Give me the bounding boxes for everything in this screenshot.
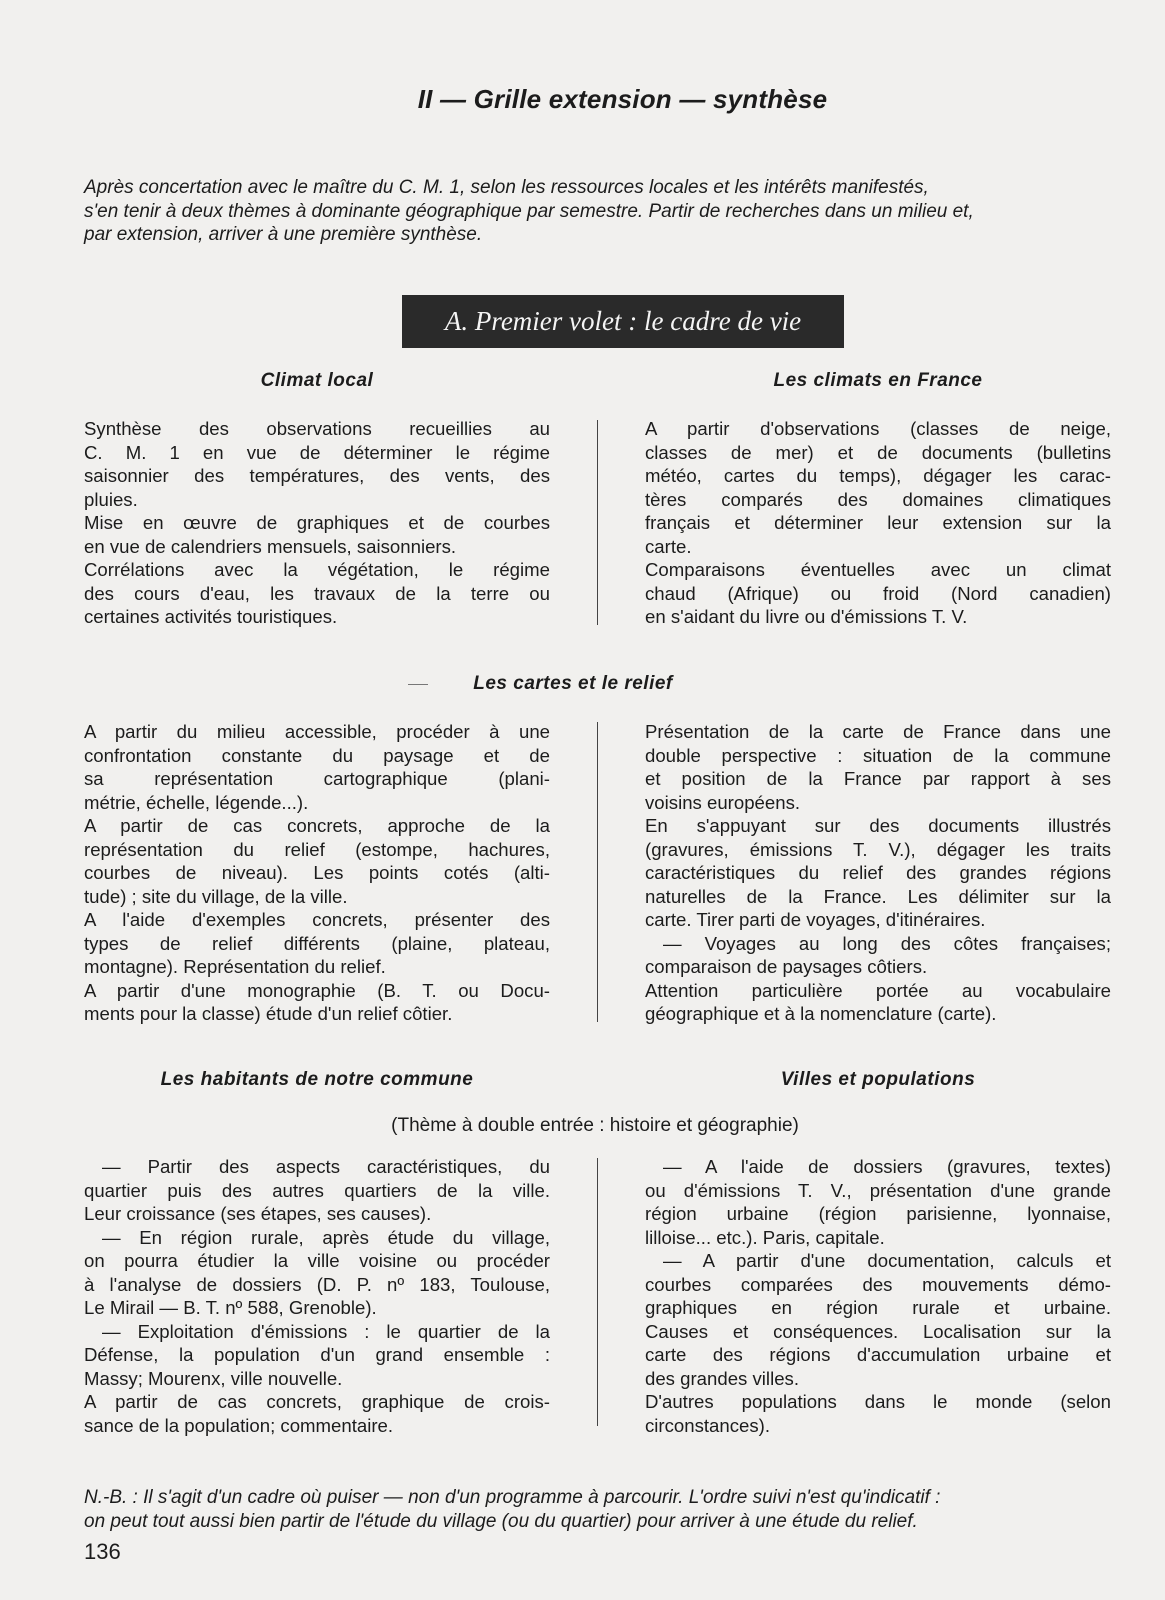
text-line: sa représentation cartographique (plani- [84,768,550,789]
intro-paragraph [84,176,1114,247]
text-line: types de relief différents (plaine, plateau, [84,932,550,954]
text-line: pluies. [84,488,138,510]
text-line: courbes comparées des mouvements démo- [645,1273,1111,1295]
footnote-line: N.-B. : Il s'agit d'un cadre où puiser — non d'un programme à parcourir. L'ordre suivi n'est qu'indicatif : [84,1487,941,1508]
column-divider [597,722,598,1022]
heading-climat-local: Climat local [260,370,374,391]
text-line: (gravures, émissions T. V.), dégager les traits [645,838,1111,860]
text-line: A partir d'une monographie (B. T. ou Docu- [84,979,550,1001]
text-line: A l'aide d'exemples concrets, présenter des [84,909,550,930]
text-line: représentation du relief (estompe, hachures, [84,838,550,860]
text-line: saisonnier des températures, des vents, des [84,465,550,486]
text-line: voisins européens. [645,791,801,813]
text-line: des grandes villes. [645,1367,799,1389]
text-line: en s'aidant du livre ou d'émissions T. V. [645,606,968,627]
text-line: D'autres populations dans le monde (selon [645,1391,1111,1412]
text-line: — A l'aide de dossiers (gravures, textes) [663,1156,1111,1177]
column-divider [597,1158,598,1426]
text-line: ou d'émissions T. V., présentation d'une grande [645,1179,1111,1201]
text-line: — Voyages au long des côtes françaises; [663,932,1111,954]
text-line: tères comparés des domaines climatiques [645,488,1111,510]
text-line: classes de mer) et de documents (bulletins [645,441,1111,463]
text-line: Comparaisons éventuelles avec un climat [645,559,1111,580]
text-line: graphiques en région rurale et urbaine. [645,1297,1111,1318]
text-line: montagne). Représentation du relief. [84,956,386,977]
text-line: carte. [645,535,692,557]
text-line: certaines activités touristiques. [84,606,338,627]
text-line: naturelles de la France. Les délimiter sur la [645,885,1111,907]
text-line: A partir de cas concrets, approche de la [84,815,550,836]
section-title-text: II — Grille extension — synthèse [417,84,828,114]
text-line: Mise en œuvre de graphiques et de courbes [84,512,550,533]
text-line: A partir de cas concrets, graphique de crois- [84,1391,550,1412]
text-line: Le Mirail — B. T. nº 588, Grenoble). [84,1297,377,1318]
text-line: En s'appuyant sur des documents illustrés [645,815,1111,836]
section-title [0,84,1165,115]
footnote-line: on peut tout aussi bien partir de l'étude du village (ou du quartier) pour arriver à une étude du relief. [84,1510,918,1532]
text-line: Défense, la population d'un grand ensemble : [84,1344,550,1365]
text-line: caractéristiques du relief des grandes régions [645,862,1111,883]
column-divider [597,420,598,625]
text-line: quartier puis des autres quartiers de la ville. [84,1179,550,1201]
text-line: tude) ; site du village, de la ville. [84,885,348,907]
intro-line: par extension, arriver à une première synthèse. [84,224,483,245]
text-line: — En région rurale, après étude du village, [102,1226,550,1248]
text-line: courbes de niveau). Les points cotés (alti- [84,862,550,883]
text-line: comparaison de paysages côtiers. [645,956,928,977]
text-line: géographique et à la nomenclature (carte). [645,1003,997,1024]
text-line: Causes et conséquences. Localisation sur la [645,1320,1111,1342]
text-line: Massy; Mourenx, ville nouvelle. [84,1367,343,1389]
text-line: carte. Tirer parti de voyages, d'itinéraires. [645,909,986,930]
text-line: des cours d'eau, les travaux de la terre ou [84,582,550,604]
climat-local-text [84,417,550,629]
text-line: Leur croissance (ses étapes, ses causes). [84,1203,432,1224]
heading-villes-populations: Villes et populations [780,1069,976,1090]
intro-line: s'en tenir à deux thèmes à dominante géographique par semestre. Partir de recherches dans un milieu et, [84,200,974,222]
theme-note: (Thème à double entrée : histoire et géographie) [391,1115,799,1136]
text-line: circonstances). [645,1414,771,1436]
text-line: double perspective : situation de la commune [645,744,1111,766]
heading-climats-france: Les climats en France [773,370,983,391]
text-line: en vue de calendriers mensuels, saisonniers. [84,535,457,557]
text-line: météo, cartes du temps), dégager les carac- [645,465,1111,486]
text-line: Présentation de la carte de France dans une [645,721,1111,742]
text-line: A partir du milieu accessible, procéder à une [84,721,550,742]
climats-france-text [645,417,1111,629]
villes-populations-text [645,1155,1111,1437]
text-line: — A partir d'une documentation, calculs et [663,1250,1111,1271]
cartes-relief-left-text [84,720,550,1026]
text-line: confrontation constante du paysage et de [84,744,550,766]
text-line: français et déterminer leur extension sur la [645,512,1111,533]
text-line: sance de la population; commentaire. [84,1414,394,1436]
text-line: Corrélations avec la végétation, le régime [84,559,550,580]
text-line: à l'analyse de dossiers (D. P. nº 183, Toulouse, [84,1273,550,1295]
text-line: Synthèse des observations recueillies au [84,418,550,439]
habitants-text [84,1155,550,1437]
heading-cartes-relief: Les cartes et le relief [473,673,673,694]
text-line: chaud (Afrique) ou froid (Nord canadien) [645,582,1111,604]
text-line: métrie, échelle, légende...). [84,791,309,813]
page-number: 136 [84,1539,121,1564]
cartes-relief-right-text [645,720,1111,1026]
text-line: on pourra étudier la ville voisine ou procéder [84,1250,550,1271]
text-line: Attention particulière portée au vocabulaire [645,979,1111,1001]
intro-line: Après concertation avec le maître du C. M. 1, selon les ressources locales et les intérêts manifestés, [84,177,929,198]
text-line: et position de la France par rapport à ses [645,768,1111,789]
text-line: C. M. 1 en vue de déterminer le régime [84,441,550,463]
banner-heading: A. Premier volet : le cadre de vie [402,295,844,348]
text-line: région urbaine (région parisienne, lyonnaise, [645,1203,1111,1224]
footnote [84,1486,1124,1533]
text-line: — Partir des aspects caractéristiques, du [102,1156,550,1177]
heading-habitants: Les habitants de notre commune [160,1069,474,1090]
text-line: — Exploitation d'émissions : le quartier de la [102,1320,550,1342]
text-line: lilloise... etc.). Paris, capitale. [645,1226,885,1248]
text-line: A partir d'observations (classes de neige, [645,418,1111,439]
text-line: carte des régions d'accumulation urbaine et [645,1344,1111,1365]
text-line: ments pour la classe) étude d'un relief côtier. [84,1003,453,1024]
